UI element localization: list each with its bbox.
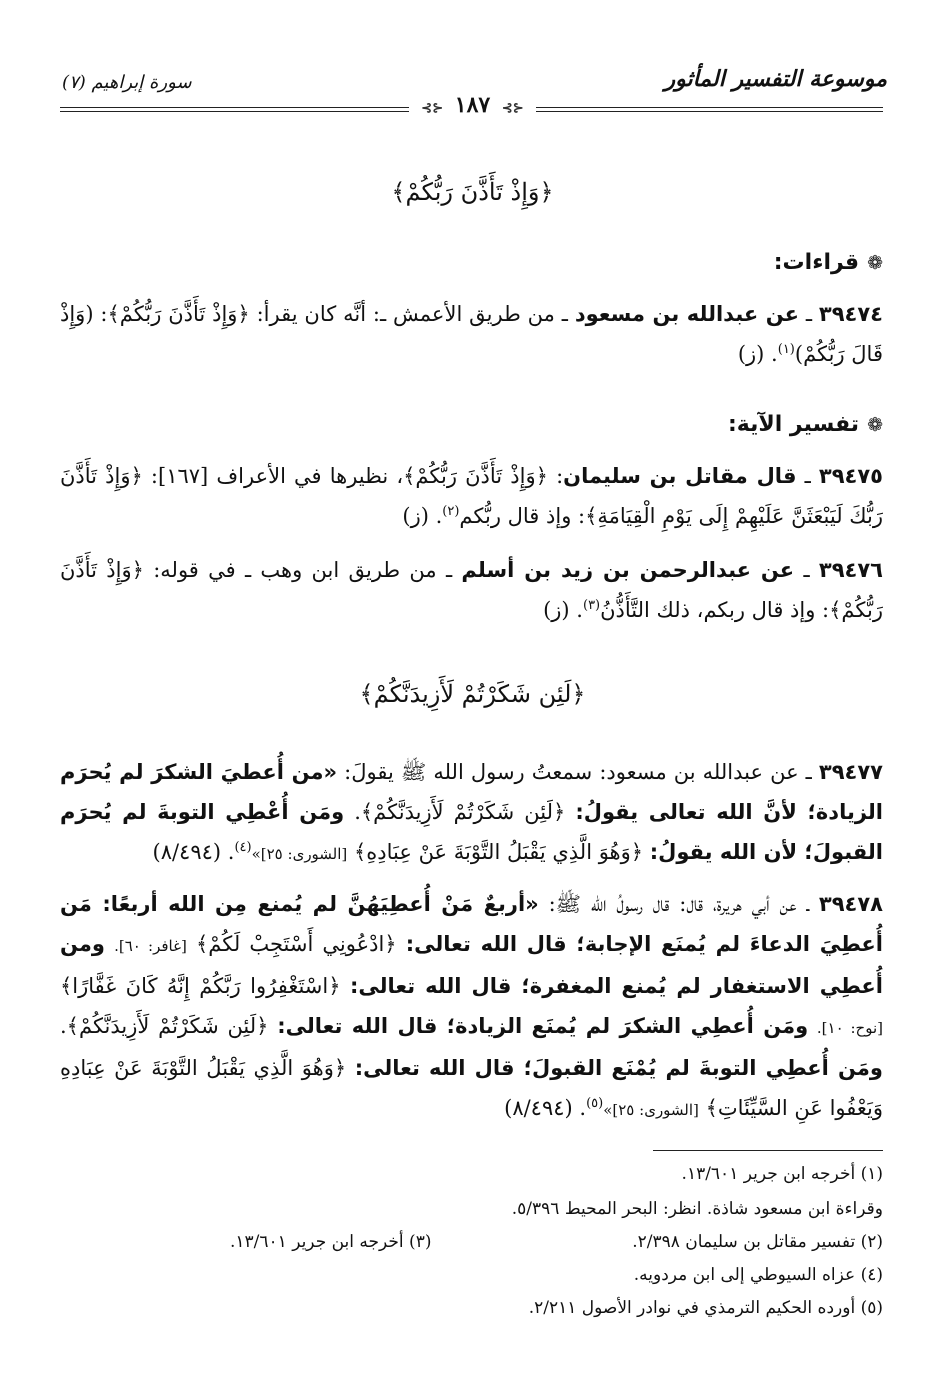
narration-tail: . (٨/٤٩٤) bbox=[152, 840, 235, 864]
flower-icon: ❁ bbox=[867, 252, 883, 274]
footnote-ref: (١) bbox=[777, 342, 795, 357]
footnote-ref: (٤) bbox=[234, 840, 252, 855]
hadith-text: ومَن أُعْطِي التوبةَ لم يُحرَم القبولَ؛ لأن الله يقولُ: bbox=[60, 800, 883, 864]
narration-39476: ٣٩٤٧٦ ـ عن عبدالرحمن بن زيد بن أسلم ـ من طريق ابن وهب ـ في قوله: ﴿وَإِذْ تَأَذَّنَ رَبُّكُمْ﴾: وإذ قال ربكم، ذلك التَّأَذُّنُ$^{(٣)}$. (ز) bbox=[60, 558, 883, 622]
quran-quote: ﴿ادْعُونِي أَسْتَجِبْ لَكُمْ﴾ bbox=[195, 932, 397, 956]
narration-39477 bbox=[60, 752, 883, 874]
footnote-3: (٣) أخرجه ابن جرير ١٣/٦٠١. bbox=[230, 1232, 432, 1252]
narrator: عن عبدالرحمن بن زيد بن أسلم bbox=[461, 558, 795, 582]
verse-reference: [الشورى: ٢٥]» bbox=[251, 845, 348, 863]
surah-title: سورة إبراهيم (٧) bbox=[62, 72, 192, 93]
footnote-rule bbox=[653, 1150, 883, 1151]
ornament-icon: ⊰⊱ bbox=[421, 101, 444, 116]
narration-39475: ٣٩٤٧٥ ـ قال مقاتل بن سليمان: ﴿وَإِذْ تَأَذَّنَ رَبُّكُمْ﴾، نظيرها في الأعراف [١٦٧]: ﴿وَإِذْ تَأَذَّنَ رَبُّكَ لَيَبْعَثَنَّ عَلَيْهِمْ إِلَى يَوْمِ الْقِيَامَةِ﴾: وإذ قال ربُّكم$^{(٢)}$. (ز) bbox=[60, 464, 883, 528]
narration-number: ٣٩٤٧٤ bbox=[818, 302, 883, 326]
verse-heading: ﴿وَإِذْ تَأَذَّنَ رَبُّكُمْ﴾ bbox=[391, 178, 554, 206]
narration-tail: . (٨/٤٩٤) bbox=[504, 1096, 587, 1120]
narration-tail: . (ز) bbox=[737, 342, 778, 366]
footnote-ref: (٥) bbox=[586, 1096, 604, 1111]
quran-quote: ﴿لَئِن شَكَرْتُمْ لَأَزِيدَنَّكُمْ﴾. bbox=[60, 1014, 269, 1038]
page-number-block bbox=[0, 92, 945, 118]
narration-tail: . (ز) bbox=[402, 504, 443, 528]
narration-text: ـ عن عبدالله بن مسعود: سمعتُ رسول الله ﷺ يقولَ: bbox=[344, 760, 812, 784]
hadith-text: «أربعٌ مَنْ أُعطِيَهُنَّ لم يُمنع مِن الله أربعًا: مَن أُعطِيَ الدعاءَ لم يُمنَع الإجابة؛ قال الله تعالى: bbox=[60, 892, 883, 956]
page-number: ١٨٧ bbox=[454, 92, 491, 118]
narrator: عن عبدالله بن مسعود bbox=[574, 302, 799, 326]
narration-text: : ﴿وَإِذْ تَأَذَّنَ رَبُّكُمْ﴾، نظيرها في الأعراف [١٦٧]: ﴿وَإِذْ تَأَذَّنَ رَبُّكَ لَيَبْعَثَنَّ عَلَيْهِمْ إِلَى يَوْمِ الْقِيَامَةِ﴾: وإذ قال ربُّكم bbox=[60, 464, 883, 528]
footnote-ref: (٣) bbox=[582, 598, 601, 613]
narration-number: ٣٩٤٧٦ bbox=[818, 558, 883, 582]
footnote-1-continued: وقراءة ابن مسعود شاذة. انظر: البحر المحيط ٥/٣٩٦. bbox=[511, 1199, 883, 1219]
verse-reference: [الشورى: ٢٥]» bbox=[603, 1101, 699, 1119]
narration-tail: . (ز) bbox=[543, 598, 583, 622]
narration-39478 bbox=[60, 884, 883, 1130]
flower-icon: ❁ bbox=[867, 414, 883, 436]
narration-number: ٣٩٤٧٧ bbox=[818, 760, 883, 784]
verse-reference: [غافر: ٦٠]. bbox=[114, 937, 187, 955]
ornament-icon: ⊰⊱ bbox=[501, 101, 524, 116]
narrator: قال مقاتل بن سليمان bbox=[563, 464, 797, 488]
narration-number: ٣٩٤٧٨ bbox=[818, 892, 883, 916]
quran-quote: ﴿لَئِن شَكَرْتُمْ لَأَزِيدَنَّكُمْ﴾. bbox=[354, 800, 566, 824]
hadith-text: ومن أُعطِي الاستغفار لم يُمنع المغفرة؛ قال الله تعالى: bbox=[60, 932, 883, 998]
footnote-5: (٥) أورده الحكيم الترمذي في نوادر الأصول ٢/٢١١. bbox=[528, 1298, 883, 1318]
footnote-ref: (٢) bbox=[442, 504, 460, 519]
verse-heading: ﴿لَئِن شَكَرْتُمْ لَأَزِيدَنَّكُمْ﴾ bbox=[359, 680, 586, 708]
verse-reference: [نوح: ١٠]. bbox=[816, 1019, 883, 1037]
narration-text: ـ عن أبي هريرة، قال: قال رسولُ الله ﷺ: bbox=[548, 892, 810, 916]
narration-39474: ٣٩٤٧٤ ـ عن عبدالله بن مسعود ـ من طريق الأعمش ـ: أنَّه كان يقرأ: ﴿وَإِذْ تَأَذَّنَ رَبُّكُمْ﴾: (وَإِذْ قَالَ رَبُّكُمْ)$^{(١)}$. (ز) bbox=[60, 302, 883, 366]
section-heading-qiraat bbox=[774, 250, 883, 275]
narration-text: ـ من طريق ابن وهب ـ في قوله: ﴿وَإِذْ تَأَذَّنَ رَبُّكُمْ﴾: وإذ قال ربكم، ذلك التَّأَذُّنُ bbox=[60, 558, 883, 622]
quran-quote: ﴿اسْتَغْفِرُوا رَبَّكُمْ إِنَّهُ كَانَ غَفَّارًا﴾ bbox=[60, 974, 341, 998]
section-heading-tafsir bbox=[728, 412, 883, 437]
footnote-2: (٢) تفسير مقاتل بن سليمان ٢/٣٩٨. bbox=[632, 1232, 883, 1252]
section-title: تفسير الآية: bbox=[727, 412, 860, 437]
hadith-text: ومَن أُعطِي التوبةَ لم يُمْنَع القبولَ؛ قال الله تعالى: bbox=[354, 1056, 883, 1080]
narration-number: ٣٩٤٧٥ bbox=[818, 464, 883, 488]
section-title: قراءات: bbox=[773, 250, 860, 275]
hadith-text: ومَن أُعطِي الشكرَ لم يُمنَع الزيادة؛ قال الله تعالى: bbox=[277, 1014, 809, 1038]
book-title: موسوعة التفسير المأثور bbox=[664, 66, 887, 92]
hadith-text: «من أُعطيَ الشكرَ لم يُحرَم الزيادة؛ لأنَّ الله تعالى يقولُ: bbox=[60, 760, 883, 824]
narration-text: ـ من طريق الأعمش ـ: أنَّه كان يقرأ: ﴿وَإِذْ تَأَذَّنَ رَبُّكُمْ﴾: (وَإِذْ قَالَ رَبُّكُمْ) bbox=[60, 302, 883, 366]
quran-quote: ﴿وَهُوَ الَّذِي يَقْبَلُ التَّوْبَةَ عَنْ عِبَادِهِ﴾ bbox=[353, 840, 644, 864]
footnote-1: (١) أخرجه ابن جرير ١٣/٦٠١. bbox=[681, 1164, 883, 1184]
quran-quote: ﴿وَهُوَ الَّذِي يَقْبَلُ التَّوْبَةَ عَنْ عِبَادِهِ وَيَعْفُوا عَنِ السَّيِّئَاتِ﴾ bbox=[60, 1056, 883, 1120]
footnote-4: (٤) عزاه السيوطي إلى ابن مردويه. bbox=[633, 1265, 883, 1285]
